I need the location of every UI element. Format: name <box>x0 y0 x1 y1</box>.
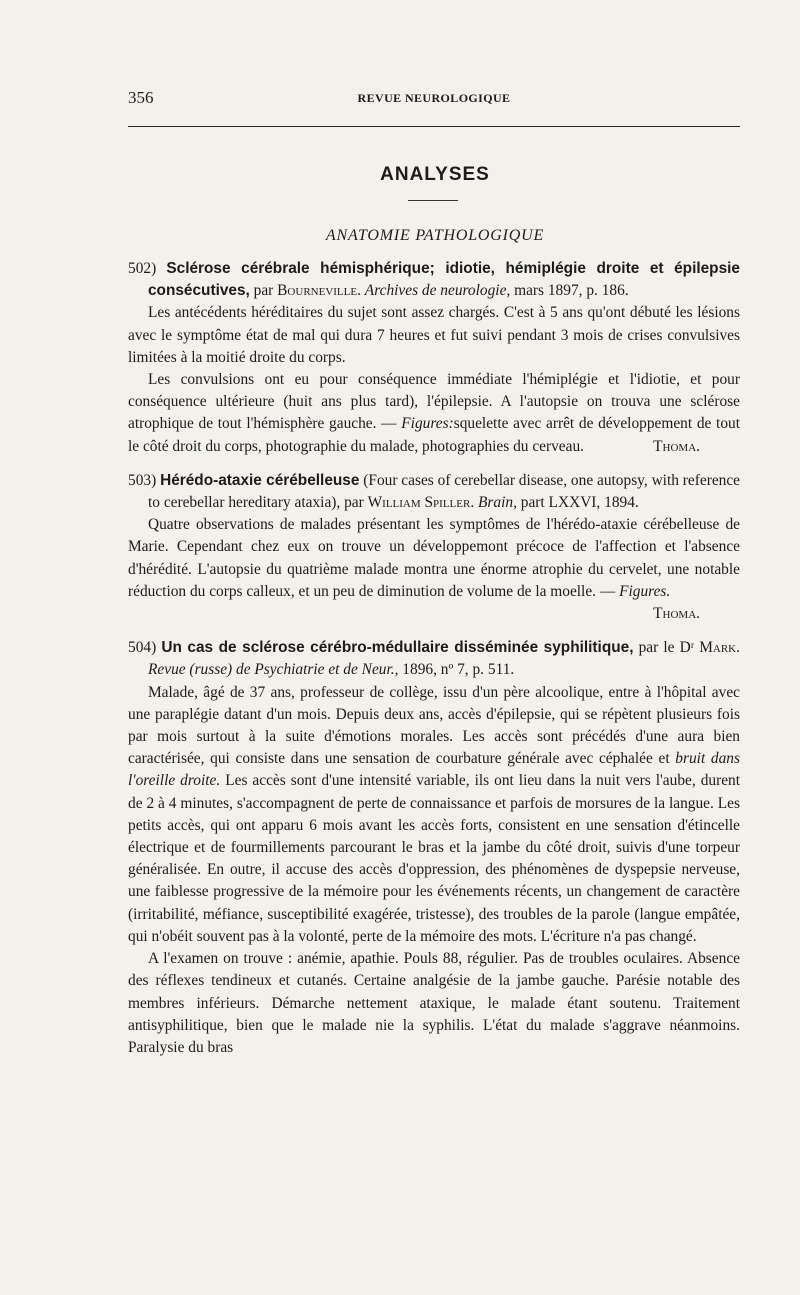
section-rule <box>408 200 458 201</box>
entry-heading <box>128 637 740 681</box>
entry-paragraph <box>128 369 740 458</box>
entry-source: Archives de neurologie, <box>364 282 511 300</box>
entry-heading <box>128 258 740 302</box>
journal-title: REVUE NEUROLOGIQUE <box>357 91 511 105</box>
entry-ref-mid: . <box>736 639 740 657</box>
entry-ref-tail: 1896, nº 7, p. 511. <box>398 661 515 679</box>
entry-author: William Spiller <box>367 494 471 512</box>
entry-author: Mark <box>699 639 737 657</box>
page-number: 356 <box>128 88 154 107</box>
signature: Thoma. <box>653 605 700 623</box>
paragraph-text: Les convulsions ont eu pour conséquence immédiate l'hémiplégie et l'idiotie, et pour conséquence ultérieure (huit ans plus tard), l'épilepsie. A l'autopsie on trouva une sclérose atrophique de tout l'hémisphère gauche. — <box>128 371 740 433</box>
entry-number: 503) <box>128 471 157 489</box>
signature: Thoma. <box>653 437 700 455</box>
entry-504 <box>128 637 740 1059</box>
entry-ref-mid: . <box>470 494 479 512</box>
entry-number: 502) <box>128 260 157 277</box>
paragraph-text: Quatre observations de malades présentant les symptômes de l'hérédo-ataxie cérébelleuse de Marie. Cependant chez eux on trouve un développemont précoce de l'affection et l'absence d'hérédité. L'autopsie du quatrième malade montra une énorme atrophie du cervelet, une notable réduction du corps calleux, et un peu de diminution de volume de la moelle. — <box>128 516 740 600</box>
italic-phrase: bruit dans l'oreille droite. <box>128 750 740 790</box>
entry-heading <box>128 470 740 514</box>
entry-title: Sclérose cérébrale hémisphérique; idiotie, hémiplégie droite et épilepsie consécutives, <box>148 260 740 300</box>
running-head <box>128 88 740 110</box>
entry-ref-tail: mars 1897, p. 186. <box>510 282 629 300</box>
entry-503 <box>128 470 740 625</box>
entry-author: Bourneville <box>277 282 358 300</box>
entry-502 <box>128 258 740 458</box>
entry-title: Hérédo-ataxie cérébelleuse <box>160 471 360 489</box>
header-rule <box>128 126 740 127</box>
figures-label: Figures: <box>401 415 454 433</box>
entry-ref-mid: . <box>357 282 365 300</box>
entry-paragraph <box>128 682 740 948</box>
entry-ref-prefix: par le Dʳ <box>633 639 700 657</box>
entry-ref-tail: part LXXVI, 1894. <box>516 494 639 512</box>
entry-paragraph: Les antécédents héréditaires du sujet sont assez chargés. C'est à 5 ans qu'ont débuté les lésions avec le symptôme état de mal qui dura 7 heures et fut suivi pendant 3 mois de crises convulsives limitées à la moitié droite du corps. <box>128 304 740 366</box>
entry-source: Revue (russe) de Psychiatrie et de Neur., <box>148 661 399 679</box>
entry-paragraph: A l'examen on trouve : anémie, apathie. Pouls 88, régulier. Pas de troubles oculaires. Absence des réflexes tendineux et cutanés. Certaine analgésie de la jambe gauche. Parésie notable des membres inférieurs. Démarche nettement ataxique, le malade étant soutenu. Traitement antisyphilitique, bien que le malade nie la syphilis. L'état du malade s'aggrave néanmoins. Paralysie du bras <box>128 950 740 1056</box>
subsection-title: ANATOMIE PATHOLOGIQUE <box>325 227 545 244</box>
entry-paragraph <box>128 514 740 623</box>
figures-label: Figures. <box>619 582 671 600</box>
paragraph-text: Les accès sont d'une intensité variable, ils ont lieu dans la nuit vers l'aube, durent de 2 à 4 minutes, s'accompagnent de perte de connaissance et parfois de morsures de la langue. Les petits accès, qui ont apparu 6 mois avant les accès forts, consistent en une sensation d'étincelle électrique et de fourmillements parcourant le bras et la jambe du côté droit, suivis d'une torpeur généralisée. En outre, il accuse des accès d'oppression, des phénomènes de dyspepsie nerveuse, une faiblesse progressive de la mémoire pour les événements récents, un changement de caractère (irritabilité, méfiance, susceptibilité exagérée, tristesse), des troubles de la parole (langue empâtée, qui n'obéit souvent pas à la volonté, perte de la mémoire des mots. L'écriture n'a pas changé. <box>128 772 741 945</box>
paragraph-text: Malade, âgé de 37 ans, professeur de collège, issu d'un père alcoolique, entre à l'hôpital avec une paraplégie datant d'un mois. Depuis deux ans, accès d'épilepsie, qui se répètent plusieurs fois par mois surtout à la suite d'émotions morales. Les accès sont précédés d'une aura bien caractérisée, qui consiste dans une sensation de courbature générale avec céphalée et <box>128 683 740 768</box>
section-title: ANALYSES <box>380 164 490 185</box>
entry-ref-prefix: par <box>249 282 278 300</box>
entry-title: Un cas de sclérose cérébro-médullaire disséminée syphilitique, <box>161 639 634 657</box>
entry-ref-prefix: (Four cases of cerebellar disease, one autopsy, with reference to cerebellar hereditary ataxia), par <box>148 471 741 512</box>
paragraph-text: squelette avec arrêt de développement de tout le côté droit du corps, photographie du malade, photographies du cerveau. <box>128 415 740 455</box>
article-body <box>128 258 740 1059</box>
entry-source: Brain, <box>478 494 517 512</box>
entry-number: 504) <box>128 639 157 657</box>
